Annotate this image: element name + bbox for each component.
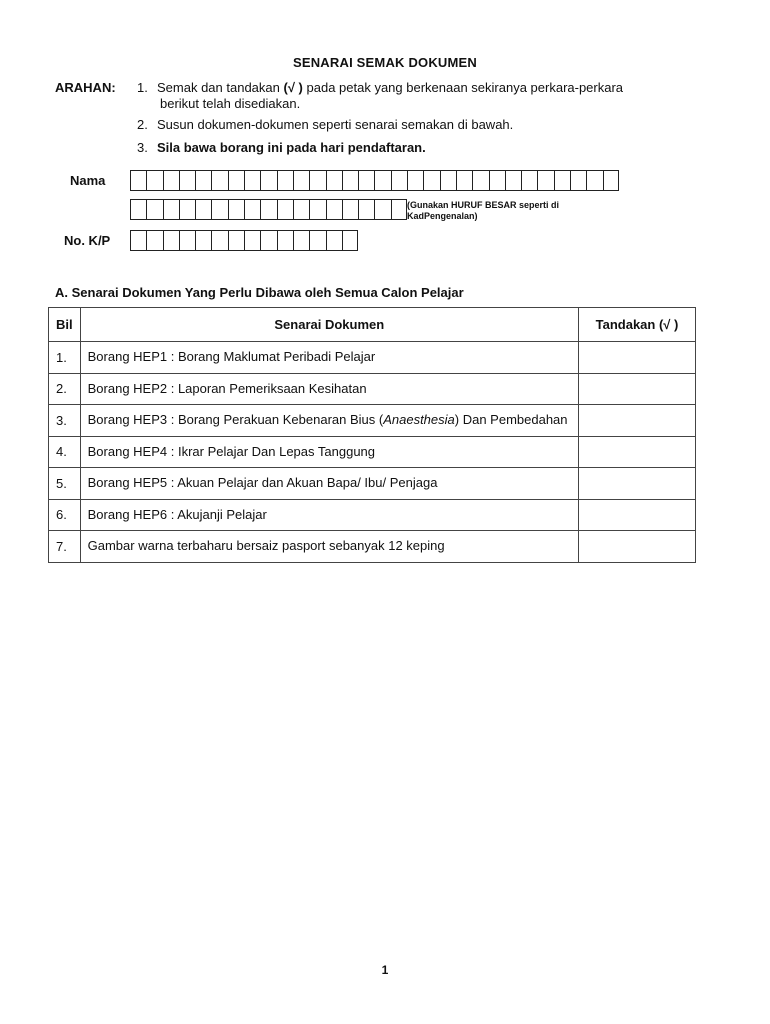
- character-box[interactable]: [195, 199, 211, 220]
- character-box[interactable]: [130, 170, 146, 191]
- section-a-heading: A. Senarai Dokumen Yang Perlu Dibawa oleh Semua Calon Pelajar: [55, 285, 464, 300]
- character-box[interactable]: [521, 170, 537, 191]
- character-box[interactable]: [130, 230, 146, 251]
- page-title: SENARAI SEMAK DOKUMEN: [292, 55, 478, 70]
- character-box[interactable]: [277, 199, 293, 220]
- row-dokumen: Borang HEP5 : Akuan Pelajar dan Akuan Bapa/ Ibu/ Penjaga: [80, 468, 578, 500]
- character-box[interactable]: [130, 199, 146, 220]
- row-bil: 1.: [49, 342, 81, 374]
- character-box[interactable]: [179, 170, 195, 191]
- character-box[interactable]: [586, 170, 602, 191]
- tick-cell[interactable]: [579, 342, 696, 374]
- character-box[interactable]: [163, 199, 179, 220]
- character-box[interactable]: [570, 170, 586, 191]
- character-box[interactable]: [244, 170, 260, 191]
- character-box[interactable]: [260, 170, 276, 191]
- character-box[interactable]: [342, 230, 358, 251]
- character-box[interactable]: [228, 170, 244, 191]
- column-header-tandakan: Tandakan (√ ): [579, 308, 696, 342]
- row-bil: 3.: [49, 405, 81, 437]
- character-box[interactable]: [374, 199, 390, 220]
- instruction-number: 2.: [137, 117, 148, 132]
- table-row: [49, 436, 696, 468]
- character-box[interactable]: [391, 199, 407, 220]
- character-box[interactable]: [293, 170, 309, 191]
- character-box[interactable]: [277, 170, 293, 191]
- character-box[interactable]: [554, 170, 570, 191]
- nama-label: Nama: [70, 173, 106, 188]
- character-box[interactable]: [407, 170, 423, 191]
- row-dokumen: Borang HEP4 : Ikrar Pelajar Dan Lepas Tanggung: [80, 436, 578, 468]
- character-box[interactable]: [326, 230, 342, 251]
- character-box[interactable]: [489, 170, 505, 191]
- table-row: [49, 499, 696, 531]
- tick-cell[interactable]: [579, 531, 696, 563]
- tick-cell[interactable]: [579, 373, 696, 405]
- character-box[interactable]: [195, 170, 211, 191]
- character-box[interactable]: [211, 199, 227, 220]
- character-box[interactable]: [440, 170, 456, 191]
- row-bil: 7.: [49, 531, 81, 563]
- character-box[interactable]: [179, 230, 195, 251]
- instruction-2: 2. Susun dokumen-dokumen seperti senarai semakan di bawah.: [137, 117, 514, 132]
- row-bil: 6.: [49, 499, 81, 531]
- character-box[interactable]: [228, 230, 244, 251]
- character-box[interactable]: [146, 199, 162, 220]
- tick-cell[interactable]: [579, 405, 696, 437]
- character-box[interactable]: [326, 199, 342, 220]
- tick-cell[interactable]: [579, 436, 696, 468]
- instruction-number: 3.: [137, 140, 148, 155]
- tick-symbol: (√ ): [283, 80, 303, 95]
- character-box[interactable]: [309, 170, 325, 191]
- character-box[interactable]: [505, 170, 521, 191]
- character-box[interactable]: [146, 170, 162, 191]
- character-box[interactable]: [163, 170, 179, 191]
- page-number: 1: [381, 963, 389, 977]
- character-box[interactable]: [391, 170, 407, 191]
- character-box[interactable]: [211, 170, 227, 191]
- column-header-bil: Bil: [49, 308, 81, 342]
- character-box[interactable]: [537, 170, 553, 191]
- character-box[interactable]: [260, 230, 276, 251]
- nokp-label: No. K/P: [64, 233, 111, 248]
- character-box[interactable]: [374, 170, 390, 191]
- character-box[interactable]: [293, 230, 309, 251]
- row-bil: 2.: [49, 373, 81, 405]
- character-box[interactable]: [326, 170, 342, 191]
- character-box[interactable]: [179, 199, 195, 220]
- character-box[interactable]: [293, 199, 309, 220]
- character-box[interactable]: [603, 170, 619, 191]
- character-box[interactable]: [342, 170, 358, 191]
- character-box[interactable]: [244, 230, 260, 251]
- character-box[interactable]: [358, 170, 374, 191]
- document-checklist-table: [48, 307, 696, 563]
- character-box[interactable]: [472, 170, 488, 191]
- instruction-1: 1. Semak dan tandakan (√ ) pada petak yang berkenaan sekiranya perkara-perkara berikut telah disediakan.: [137, 80, 624, 111]
- character-box[interactable]: [260, 199, 276, 220]
- tick-cell[interactable]: [579, 499, 696, 531]
- character-box[interactable]: [358, 199, 374, 220]
- column-header-dokumen: Senarai Dokumen: [80, 308, 578, 342]
- instruction-3: 3. Sila bawa borang ini pada hari pendaftaran.: [137, 140, 426, 155]
- nama-boxes-row-2[interactable]: [130, 199, 407, 220]
- character-box[interactable]: [211, 230, 227, 251]
- row-dokumen: Borang HEP2 : Laporan Pemeriksaan Kesihatan: [80, 373, 578, 405]
- table-row: [49, 405, 696, 437]
- character-box[interactable]: [195, 230, 211, 251]
- table-row: [49, 342, 696, 374]
- row-dokumen: Borang HEP3 : Borang Perakuan Kebenaran Bius (Anaesthesia) Dan Pembedahan: [80, 405, 578, 437]
- anaesthesia-italic: Anaesthesia: [383, 412, 455, 428]
- character-box[interactable]: [228, 199, 244, 220]
- character-box[interactable]: [309, 199, 325, 220]
- table-row: [49, 531, 696, 563]
- character-box[interactable]: [244, 199, 260, 220]
- character-box[interactable]: [146, 230, 162, 251]
- row-bil: 5.: [49, 468, 81, 500]
- row-dokumen: Borang HEP6 : Akujanji Pelajar: [80, 499, 578, 531]
- character-box[interactable]: [456, 170, 472, 191]
- nama-boxes-row-1[interactable]: [130, 170, 619, 191]
- character-box[interactable]: [163, 230, 179, 251]
- table-row: [49, 373, 696, 405]
- table-header-row: [49, 308, 696, 342]
- uppercase-note: (Gunakan HURUF BESAR seperti di KadPengenalan): [407, 200, 560, 221]
- character-box[interactable]: [423, 170, 439, 191]
- nokp-boxes[interactable]: [130, 230, 358, 251]
- character-box[interactable]: [342, 199, 358, 220]
- table-row: [49, 468, 696, 500]
- row-dokumen: Gambar warna terbaharu bersaiz pasport sebanyak 12 keping: [80, 531, 578, 563]
- row-dokumen: Borang HEP1 : Borang Maklumat Peribadi Pelajar: [80, 342, 578, 374]
- instruction-number: 1.: [137, 80, 148, 95]
- tick-cell[interactable]: [579, 468, 696, 500]
- row-bil: 4.: [49, 436, 81, 468]
- character-box[interactable]: [277, 230, 293, 251]
- arahan-label: ARAHAN:: [55, 80, 116, 95]
- character-box[interactable]: [309, 230, 325, 251]
